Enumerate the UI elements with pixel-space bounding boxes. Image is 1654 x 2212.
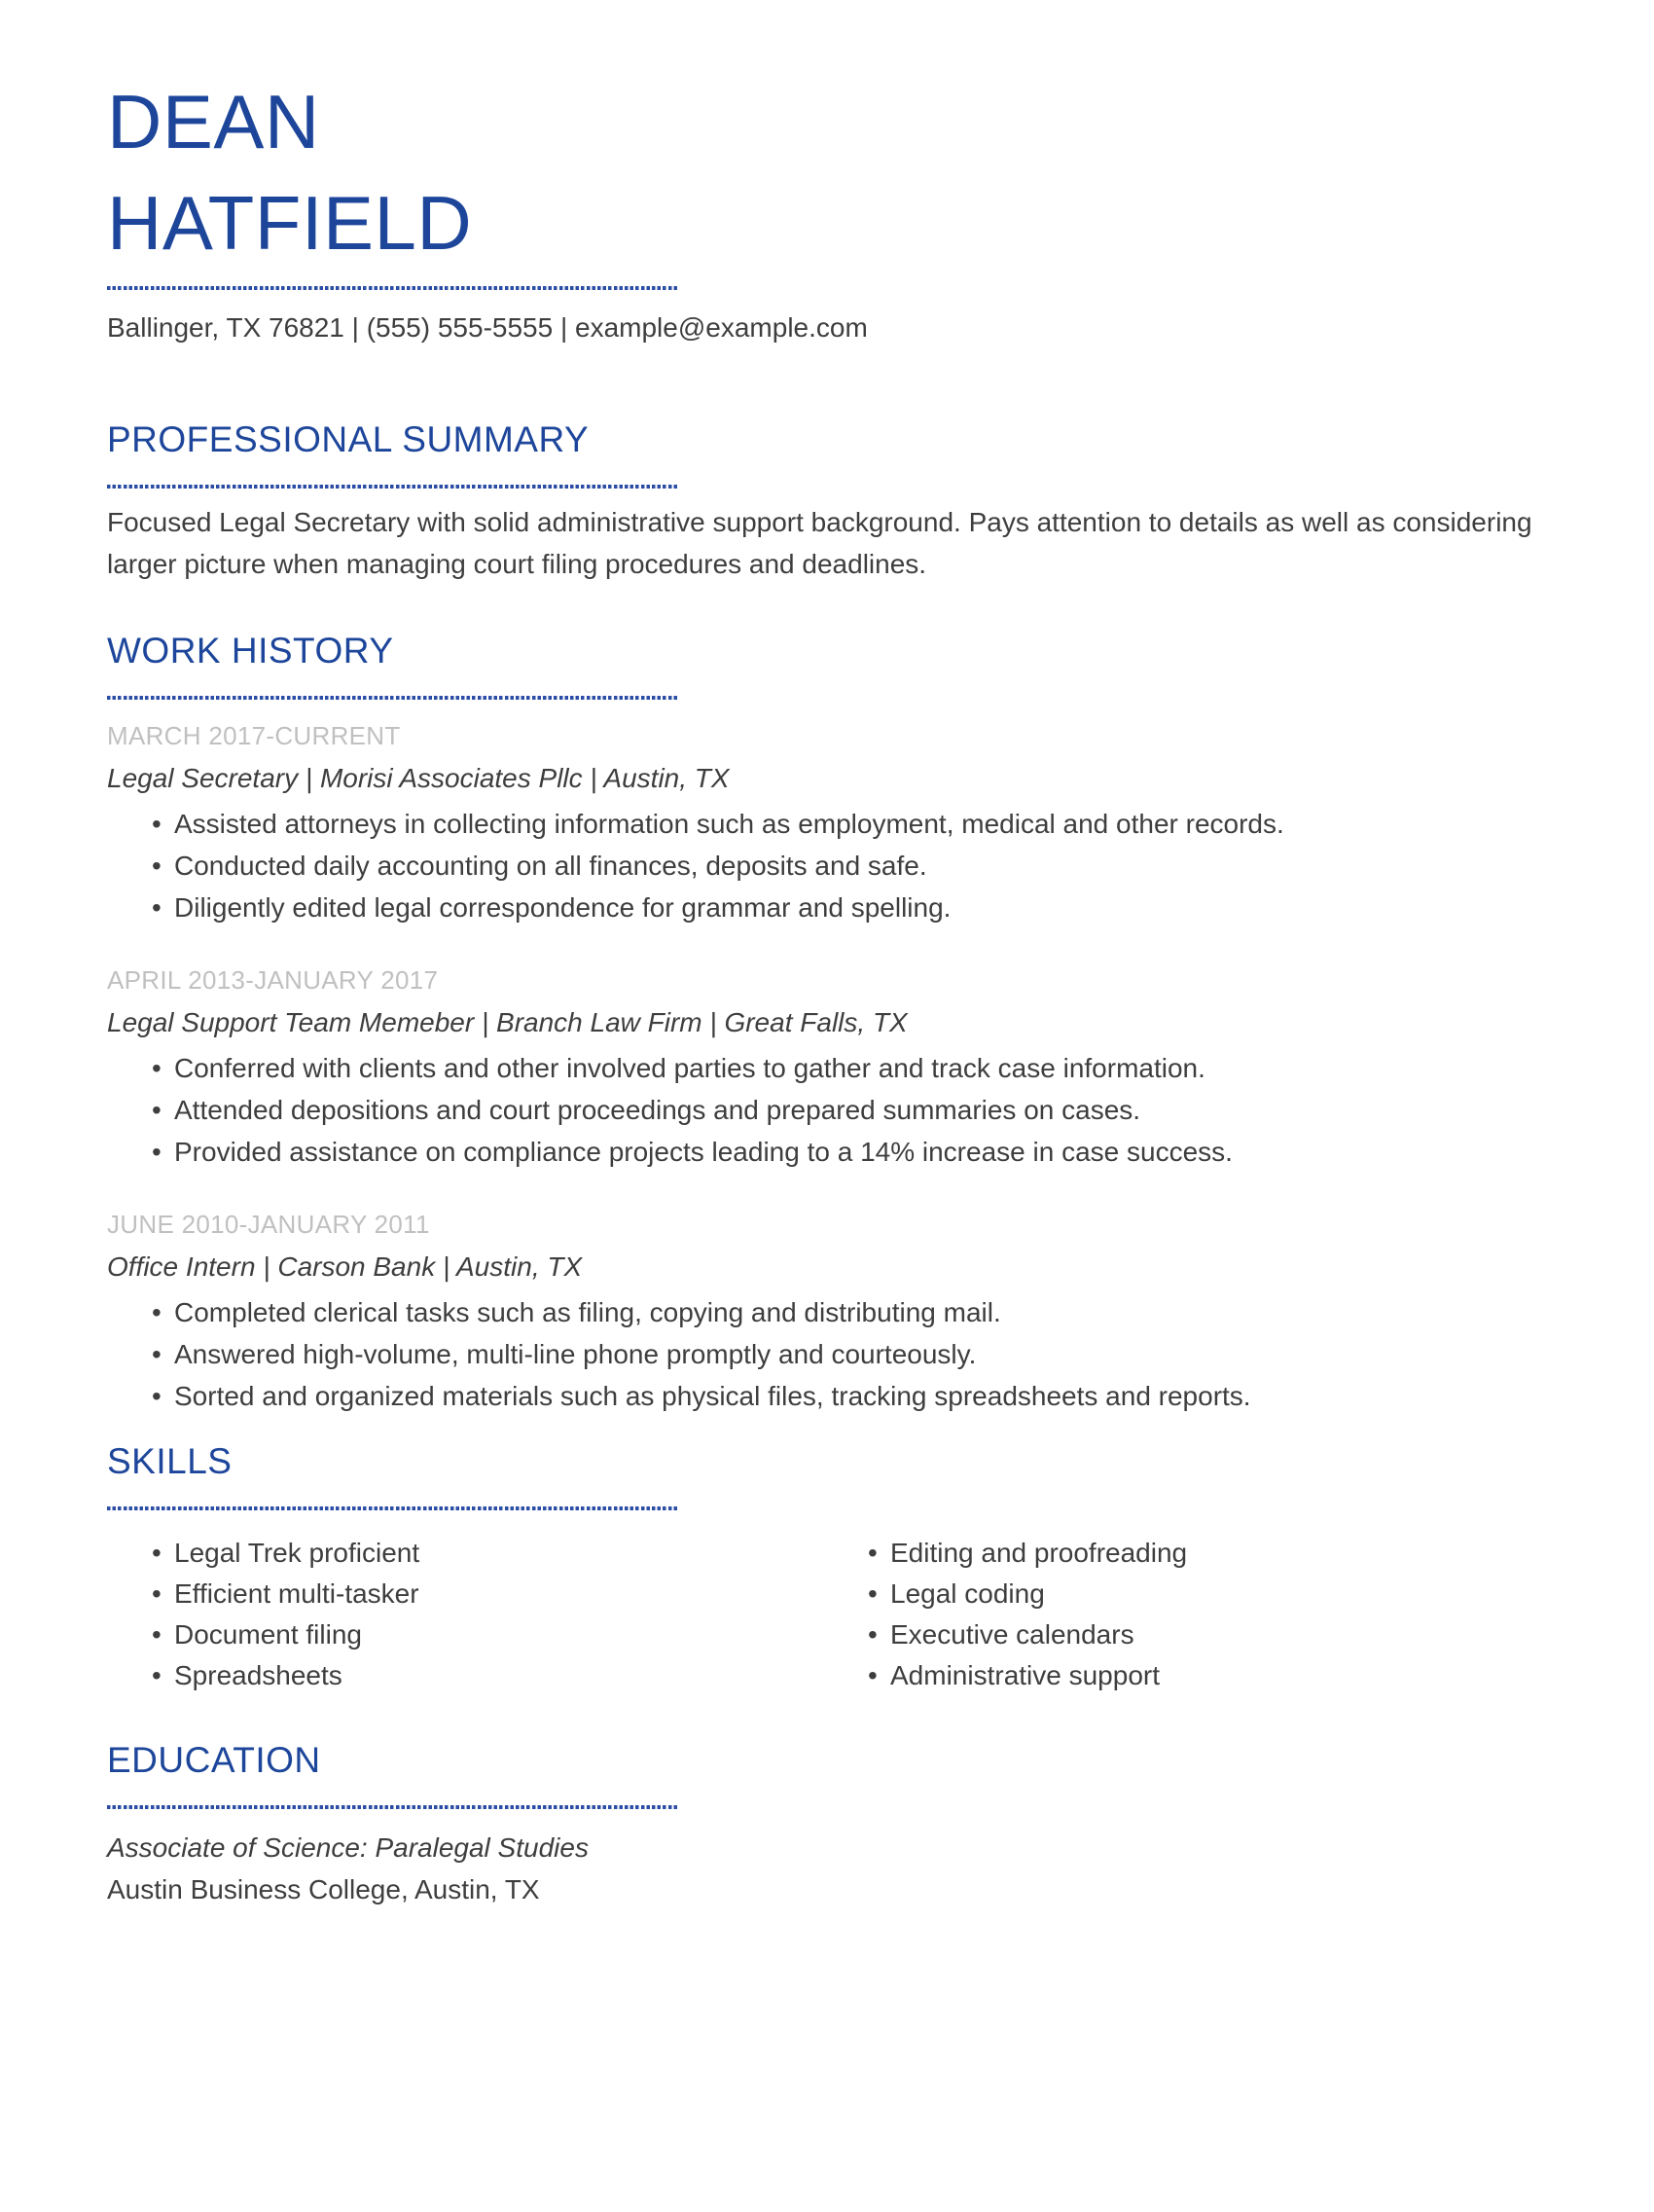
section-work-history bbox=[107, 630, 1547, 1417]
summary-separator bbox=[107, 485, 679, 489]
job-bullet-list bbox=[107, 1047, 1547, 1173]
candidate-name-line-1: DEAN bbox=[107, 79, 320, 164]
education-entry bbox=[107, 1827, 1547, 1910]
skill-item: • Document filing bbox=[152, 1614, 868, 1655]
section-education bbox=[107, 1739, 1547, 1910]
job-title: Legal Support Team Memeber | Branch Law Firm | Great Falls, TX bbox=[107, 1007, 908, 1037]
job-title: Office Intern | Carson Bank | Austin, TX bbox=[107, 1251, 583, 1282]
job-dates: APRIL 2013-JANUARY 2017 bbox=[107, 965, 439, 995]
skills-heading: SKILLS bbox=[107, 1441, 233, 1481]
work-heading: WORK HISTORY bbox=[107, 631, 394, 671]
job-entry bbox=[107, 719, 1547, 928]
job-bullet-list bbox=[107, 1291, 1547, 1417]
bullet-item: • Conducted daily accounting on all finances, deposits and safe. bbox=[152, 845, 1547, 887]
bullet-item: • Assisted attorneys in collecting information such as employment, medical and other records. bbox=[152, 803, 1547, 845]
bullet-item: • Completed clerical tasks such as filing, copying and distributing mail. bbox=[152, 1291, 1547, 1333]
job-dates: MARCH 2017-CURRENT bbox=[107, 721, 401, 750]
header-separator bbox=[107, 286, 679, 290]
skill-item: • Efficient multi-tasker bbox=[152, 1574, 868, 1614]
bullet-item: • Sorted and organized materials such as physical files, tracking spreadsheets and reports. bbox=[152, 1375, 1547, 1417]
summary-text: Focused Legal Secretary with solid administrative support background. Pays attention to details as well as considering larger picture when managing court filing procedures and deadlines. bbox=[107, 507, 1532, 579]
skill-item: • Editing and proofreading bbox=[868, 1533, 1187, 1574]
education-school: Austin Business College, Austin, TX bbox=[107, 1874, 540, 1904]
education-separator bbox=[107, 1805, 679, 1809]
bullet-item: • Attended depositions and court proceedings and prepared summaries on cases. bbox=[152, 1089, 1547, 1131]
candidate-name-line-2: HATFIELD bbox=[107, 180, 473, 266]
bullet-item: • Answered high-volume, multi-line phone promptly and courteously. bbox=[152, 1333, 1547, 1375]
job-entry bbox=[107, 1208, 1547, 1417]
education-degree: Associate of Science: Paralegal Studies bbox=[107, 1832, 589, 1863]
bullet-item: • Diligently edited legal correspondence for grammar and spelling. bbox=[152, 887, 1547, 928]
education-heading: EDUCATION bbox=[107, 1740, 321, 1780]
skill-item: • Executive calendars bbox=[868, 1614, 1187, 1655]
skill-item: • Legal coding bbox=[868, 1574, 1187, 1614]
job-bullet-list bbox=[107, 803, 1547, 928]
skills-separator bbox=[107, 1506, 679, 1510]
skill-item: • Legal Trek proficient bbox=[152, 1533, 868, 1574]
skill-item: • Administrative support bbox=[868, 1655, 1187, 1696]
job-title: Legal Secretary | Morisi Associates Pllc | Austin, TX bbox=[107, 763, 730, 793]
bullet-item: • Provided assistance on compliance projects leading to a 14% increase in case success. bbox=[152, 1131, 1547, 1173]
bullet-item: • Conferred with clients and other involved parties to gather and track case information. bbox=[152, 1047, 1547, 1089]
skills-columns bbox=[107, 1533, 1547, 1696]
skills-column-left bbox=[107, 1533, 868, 1696]
contact-line: Ballinger, TX 76821 | (555) 555-5555 | example@example.com bbox=[107, 312, 868, 343]
job-entry bbox=[107, 963, 1547, 1173]
resume-page bbox=[0, 71, 1654, 2212]
skill-item: • Spreadsheets bbox=[152, 1655, 868, 1696]
section-professional-summary bbox=[107, 418, 1547, 585]
job-dates: JUNE 2010-JANUARY 2011 bbox=[107, 1210, 430, 1239]
summary-heading: PROFESSIONAL SUMMARY bbox=[107, 419, 590, 459]
job-list bbox=[107, 719, 1547, 1417]
work-separator bbox=[107, 696, 679, 700]
candidate-name bbox=[107, 71, 1547, 273]
section-skills bbox=[107, 1440, 1547, 1696]
skills-column-right bbox=[868, 1533, 1187, 1696]
